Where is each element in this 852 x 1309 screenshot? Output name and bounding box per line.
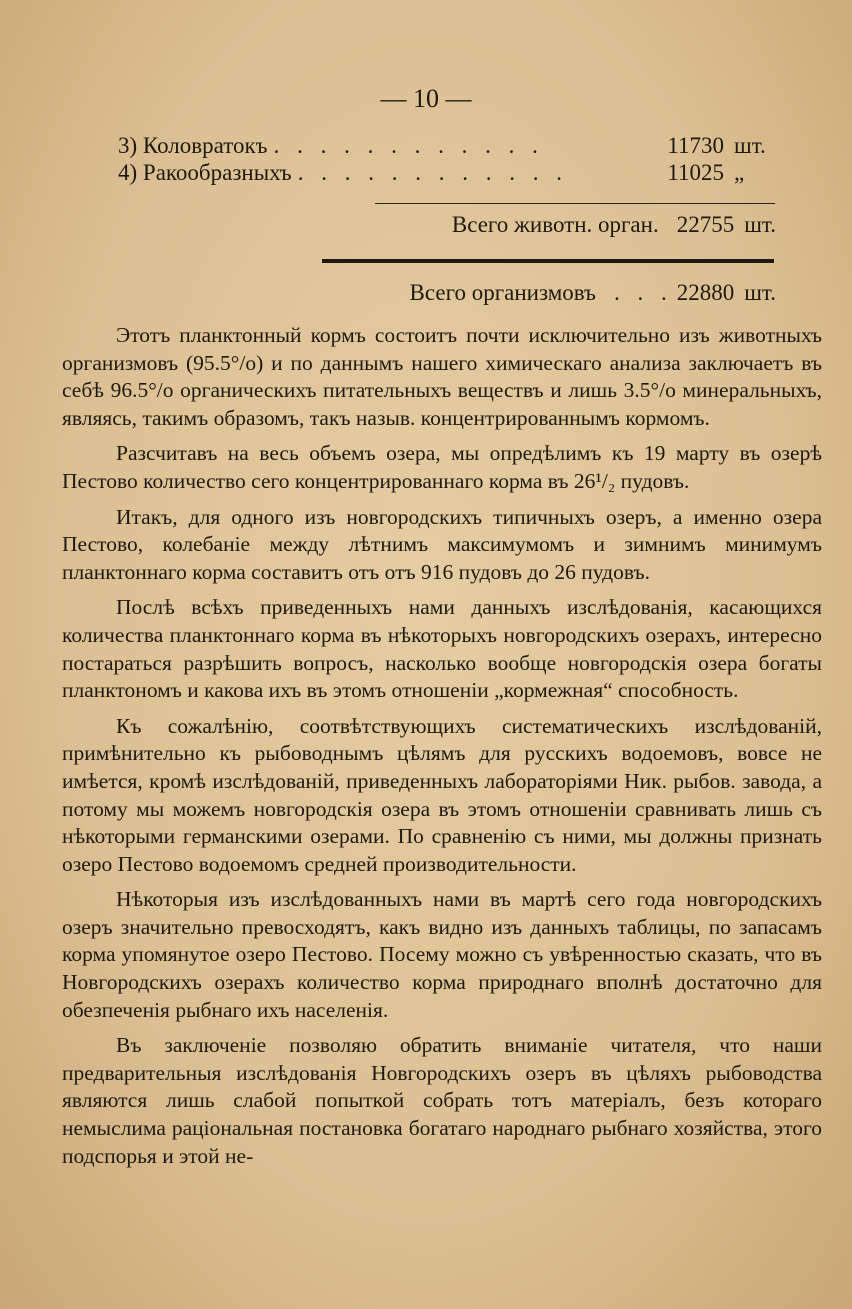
leader-dots: . . . bbox=[613, 280, 673, 305]
body-text bbox=[62, 322, 822, 1178]
paragraph: Нѣкоторыя изъ изслѣдованныхъ нами въ мартѣ сего года новгородскихъ озеръ значительно превосходятъ, какъ видно изъ данныхъ таблицы, по запасамъ корма упомянутое озеро Пестово. Посему можно съ увѣренностью сказать, что въ Новгородскихъ озерахъ количество корма природнаго вполнѣ достаточно для обезпеченія рыбнаго ихъ населенія. bbox=[62, 887, 822, 1022]
tally-label: 3) Коловратокъ bbox=[118, 133, 268, 158]
total-value: 22880 bbox=[676, 280, 735, 305]
tally-label: 4) Ракообразныхъ bbox=[118, 160, 292, 185]
paragraph: Послѣ всѣхъ приведенныхъ нами данныхъ изслѣдованія, касающихся количества планктоннаго корма въ нѣкоторыхъ новгородскихъ озерахъ, интересно постараться разрѣшить вопросъ, насколько вообще новгородскія озера богаты планктономъ и какова ихъ въ этомъ отношеніи „кормежная“ способность. bbox=[62, 595, 822, 703]
tally-row-rotifers bbox=[118, 133, 778, 159]
paragraph: Этотъ планктонный кормъ состоитъ почти исключительно изъ животныхъ организмовъ (95.5°/o) и по даннымъ нашего химическаго анализа заключаетъ въ себѣ 96.5°/o органическихъ питательныхъ веществъ и лишь 3.5°/o минеральныхъ, являясь, такимъ образомъ, такъ назыв. концентрированнымъ кормомъ. bbox=[62, 323, 822, 430]
total-unit: шт. bbox=[744, 212, 776, 237]
subtotal-rule bbox=[375, 203, 775, 204]
total-label: Всего организмовъ bbox=[409, 280, 596, 305]
paragraph: Къ сожалѣнію, соотвѣтствующихъ систематическихъ изслѣдованій, примѣнительно къ рыбоводнымъ цѣлямъ для русскихъ водоемовъ, вовсе не имѣется, кромѣ изслѣдованій, приведенныхъ лабораторіями Ник. рыбов. завода, а потому мы можемъ новгородскія озера въ этомъ отношеніи сравнивать лишь съ нѣкоторыми германскими озерами. По сравненію съ ними, мы должны признать озеро Пестово водоемомъ средней производительности. bbox=[62, 713, 822, 876]
leader-dots: . . . . . . . . . . . . bbox=[297, 160, 568, 185]
paragraph: Итакъ, для одного изъ новгородскихъ типичныхъ озеръ, а именно озера Пестово, колебаніе между лѣтнимъ максимумомъ и зимнимъ минимумъ планктоннаго корма составитъ отъ отъ 916 пудовъ до 26 пудовъ. bbox=[62, 504, 822, 584]
tally-unit: шт. bbox=[734, 133, 766, 158]
total-label: Всего животн. орган. bbox=[451, 212, 659, 237]
total-unit: шт. bbox=[744, 280, 776, 305]
total-rule bbox=[322, 259, 774, 263]
total-value: 22755 bbox=[676, 212, 735, 237]
paragraph: Въ заключеніе позволяю обратить вниманіе читателя, что наши предварительныя изслѣдованія Новгородскихъ озеръ въ цѣляхъ рыбоводства являются лишь слабой попыткой собрать тотъ матеріалъ, безъ котораго немыслима раціональная постановка богатаго народнаго рыбнаго хозяйства, этого подспорья и этой не- bbox=[62, 1033, 822, 1168]
leader-dots: . . . . . . . . . . . . bbox=[273, 133, 544, 158]
tally-value: 11025 bbox=[667, 160, 724, 185]
tally-value: 11730 bbox=[667, 133, 724, 158]
animals-total-row bbox=[452, 212, 776, 238]
tally-unit: „ bbox=[734, 160, 745, 185]
tally-row-crustaceans bbox=[118, 160, 778, 186]
page-number: — 10 — bbox=[380, 84, 472, 113]
paragraph: Разсчитавъ на весь объемъ озера, мы опредѣлимъ къ 19 марту въ озерѣ Пестово количество сего концентрированнаго корма въ 26¹/₂ пудовъ. bbox=[62, 441, 822, 493]
organisms-total-row bbox=[410, 280, 776, 306]
